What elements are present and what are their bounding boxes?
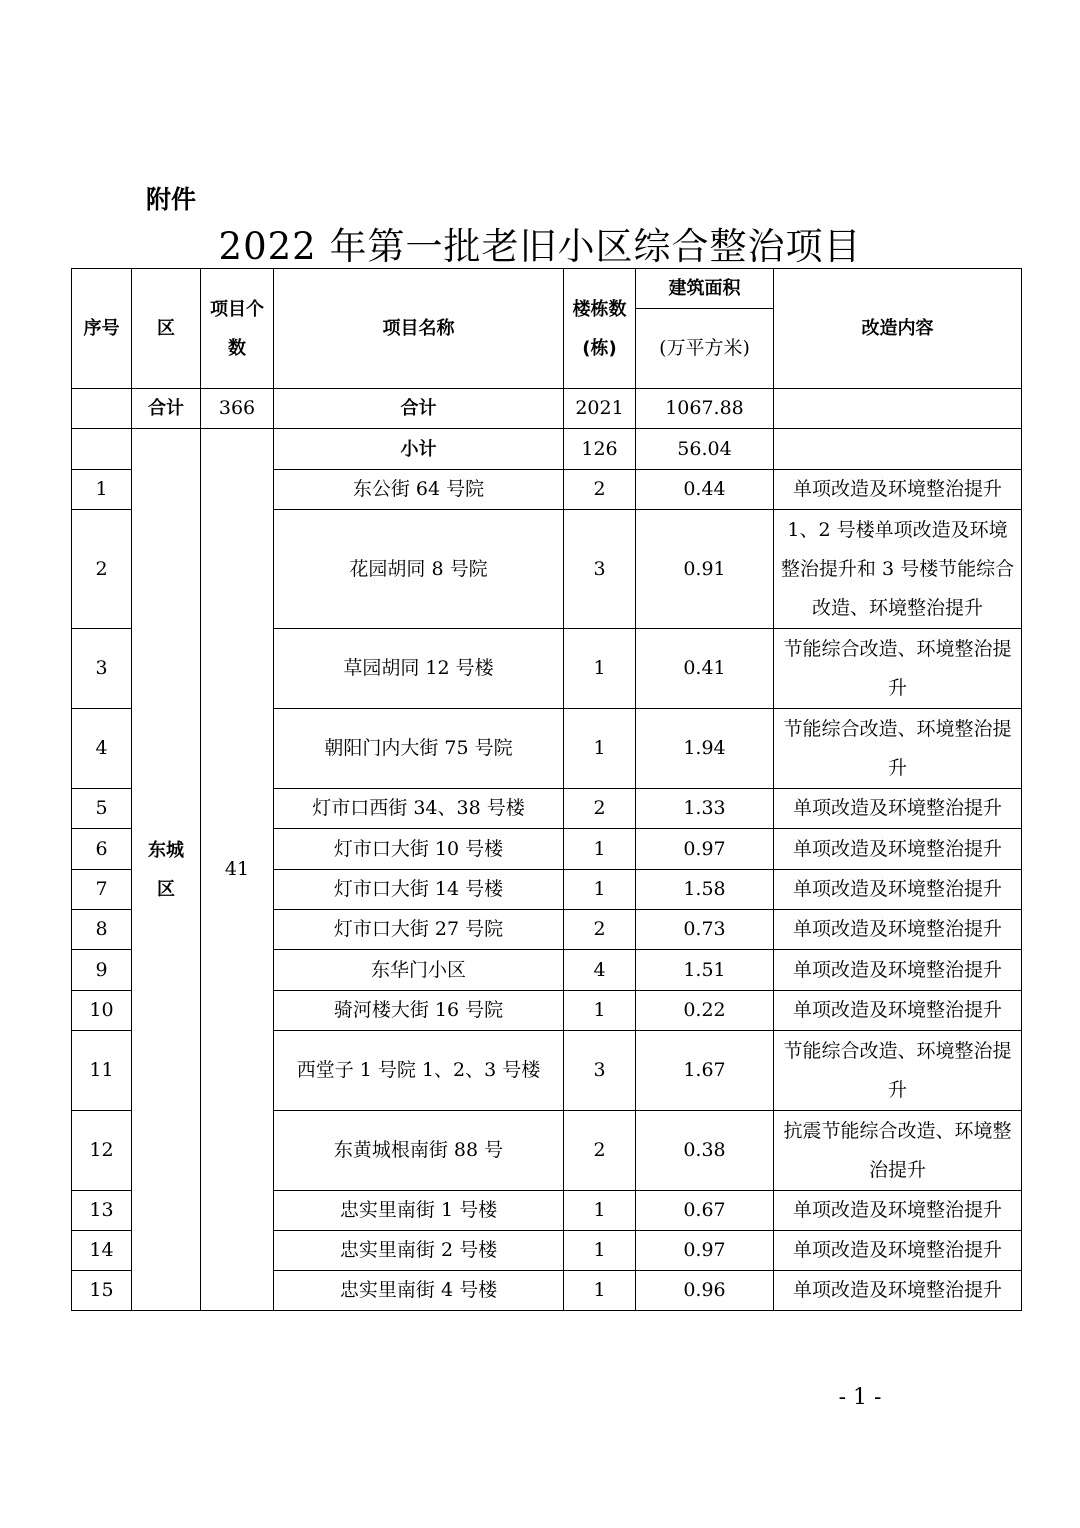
row-index: 11	[72, 1031, 132, 1111]
row-project-name: 东黄城根南街 88 号	[274, 1111, 564, 1191]
row-content: 节能综合改造、环境整治提升	[774, 1031, 1022, 1111]
row-area: 0.67	[636, 1191, 774, 1231]
row-buildings: 1	[564, 1191, 636, 1231]
row-project-name: 灯市口大街 14 号楼	[274, 870, 564, 910]
row-buildings: 1	[564, 870, 636, 910]
row-project-name: 灯市口大街 27 号院	[274, 910, 564, 950]
row-content: 1、2 号楼单项改造及环境整治提升和 3 号楼节能综合改造、环境整治提升	[774, 510, 1022, 629]
header-area: 建筑面积	[636, 269, 774, 309]
row-project-name: 东公街 64 号院	[274, 470, 564, 510]
row-index: 12	[72, 1111, 132, 1191]
row-content: 单项改造及环境整治提升	[774, 829, 1022, 870]
row-project-name: 草园胡同 12 号楼	[274, 629, 564, 709]
header-project-name: 项目名称	[274, 269, 564, 389]
total-content	[774, 389, 1022, 429]
row-index: 6	[72, 829, 132, 870]
row-index: 7	[72, 870, 132, 910]
row-buildings: 2	[564, 470, 636, 510]
table-body	[72, 269, 1022, 1311]
header-area-unit: (万平方米)	[636, 309, 774, 389]
row-area: 1.33	[636, 789, 774, 829]
row-project-name: 忠实里南街 4 号楼	[274, 1271, 564, 1311]
row-area: 0.41	[636, 629, 774, 709]
row-buildings: 1	[564, 709, 636, 789]
row-content: 单项改造及环境整治提升	[774, 789, 1022, 829]
row-index: 1	[72, 470, 132, 510]
row-content: 单项改造及环境整治提升	[774, 870, 1022, 910]
row-index: 14	[72, 1231, 132, 1271]
row-project-name: 骑河楼大街 16 号院	[274, 991, 564, 1031]
row-area: 1.94	[636, 709, 774, 789]
row-project-name: 花园胡同 8 号院	[274, 510, 564, 629]
subtotal-area: 56.04	[636, 429, 774, 470]
row-area: 1.51	[636, 950, 774, 991]
total-buildings: 2021	[564, 389, 636, 429]
header-district: 区	[132, 269, 201, 389]
row-index: 15	[72, 1271, 132, 1311]
row-project-name: 朝阳门内大街 75 号院	[274, 709, 564, 789]
header-content: 改造内容	[774, 269, 1022, 389]
document-title: 2022 年第一批老旧小区综合整治项目	[218, 225, 862, 268]
district-project-count: 41	[201, 429, 274, 1311]
row-buildings: 1	[564, 629, 636, 709]
row-buildings: 1	[564, 1231, 636, 1271]
row-index: 8	[72, 910, 132, 950]
row-content: 单项改造及环境整治提升	[774, 1231, 1022, 1271]
row-index: 4	[72, 709, 132, 789]
row-buildings: 1	[564, 991, 636, 1031]
row-content: 单项改造及环境整治提升	[774, 910, 1022, 950]
subtotal-content	[774, 429, 1022, 470]
row-content: 节能综合改造、环境整治提升	[774, 709, 1022, 789]
row-area: 0.73	[636, 910, 774, 950]
row-area: 0.91	[636, 510, 774, 629]
row-area: 0.97	[636, 829, 774, 870]
row-buildings: 1	[564, 829, 636, 870]
projects-table	[71, 268, 1022, 1311]
row-buildings: 2	[564, 789, 636, 829]
attachment-label: 附件	[146, 185, 197, 214]
row-buildings: 2	[564, 910, 636, 950]
row-area: 0.97	[636, 1231, 774, 1271]
row-project-name: 西堂子 1 号院 1、2、3 号楼	[274, 1031, 564, 1111]
subtotal-buildings: 126	[564, 429, 636, 470]
total-area: 1067.88	[636, 389, 774, 429]
total-name: 合计	[274, 389, 564, 429]
row-area: 0.96	[636, 1271, 774, 1311]
row-index: 3	[72, 629, 132, 709]
row-buildings: 4	[564, 950, 636, 991]
row-buildings: 3	[564, 1031, 636, 1111]
row-content: 节能综合改造、环境整治提升	[774, 629, 1022, 709]
row-project-name: 忠实里南街 2 号楼	[274, 1231, 564, 1271]
row-area: 0.44	[636, 470, 774, 510]
total-index	[72, 389, 132, 429]
row-project-name: 灯市口西街 34、38 号楼	[274, 789, 564, 829]
row-area: 0.22	[636, 991, 774, 1031]
row-content: 单项改造及环境整治提升	[774, 991, 1022, 1031]
total-row	[72, 389, 1022, 429]
row-index: 2	[72, 510, 132, 629]
row-index: 13	[72, 1191, 132, 1231]
row-index: 10	[72, 991, 132, 1031]
row-content: 单项改造及环境整治提升	[774, 470, 1022, 510]
row-content: 抗震节能综合改造、环境整治提升	[774, 1111, 1022, 1191]
subtotal-index	[72, 429, 132, 470]
header-project-count: 项目个数	[201, 269, 274, 389]
row-area: 1.67	[636, 1031, 774, 1111]
header-index: 序号	[72, 269, 132, 389]
subtotal-name: 小计	[274, 429, 564, 470]
row-buildings: 3	[564, 510, 636, 629]
row-content: 单项改造及环境整治提升	[774, 1271, 1022, 1311]
district-cell: 东城区	[132, 429, 201, 1311]
row-project-name: 东华门小区	[274, 950, 564, 991]
page-number: - 1 -	[838, 1385, 882, 1410]
row-area: 1.58	[636, 870, 774, 910]
header-row	[72, 269, 1022, 309]
header-buildings: 楼栋数(栋)	[564, 269, 636, 389]
row-buildings: 2	[564, 1111, 636, 1191]
row-project-name: 忠实里南街 1 号楼	[274, 1191, 564, 1231]
row-area: 0.38	[636, 1111, 774, 1191]
row-buildings: 1	[564, 1271, 636, 1311]
total-district: 合计	[132, 389, 201, 429]
row-content: 单项改造及环境整治提升	[774, 1191, 1022, 1231]
row-index: 9	[72, 950, 132, 991]
subtotal-row	[72, 429, 1022, 470]
row-index: 5	[72, 789, 132, 829]
total-project-count: 366	[201, 389, 274, 429]
row-content: 单项改造及环境整治提升	[774, 950, 1022, 991]
row-project-name: 灯市口大街 10 号楼	[274, 829, 564, 870]
